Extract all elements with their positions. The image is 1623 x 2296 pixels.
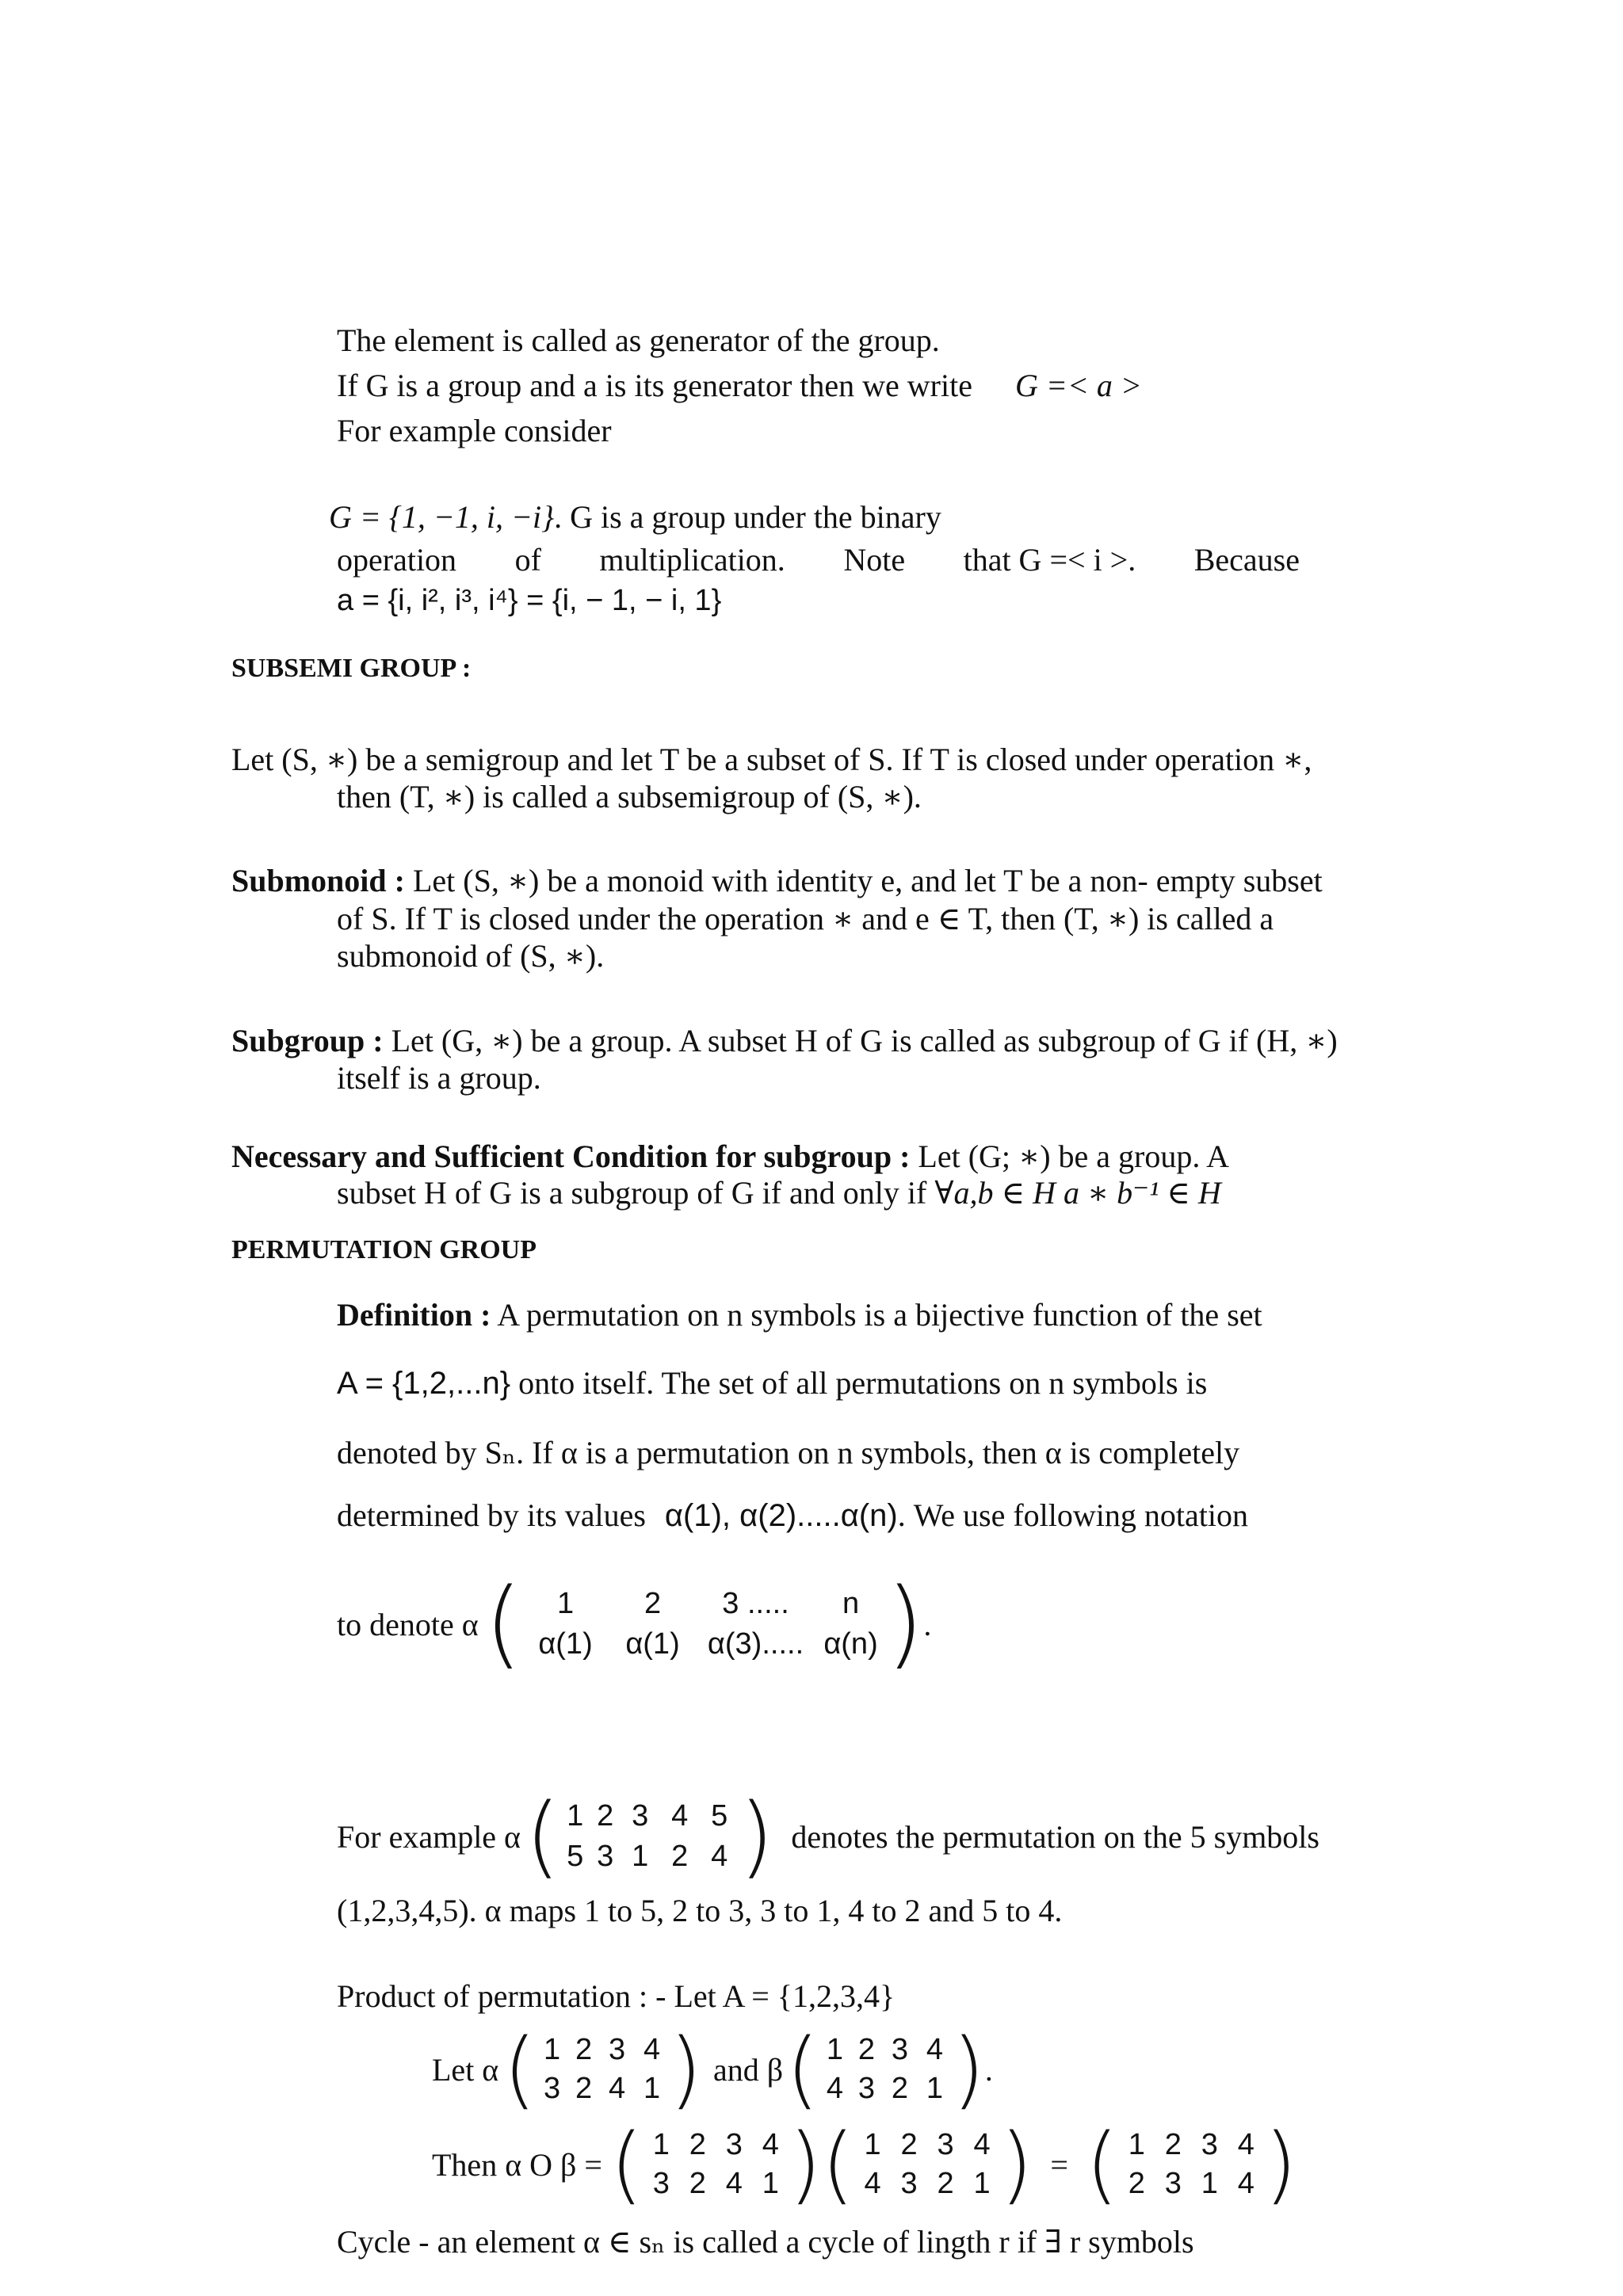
composition-result-matrix bbox=[1085, 2115, 1297, 2213]
matrix-cell: 1 bbox=[1201, 2167, 1218, 2200]
matrix-cell: 1 bbox=[632, 1840, 649, 1873]
right-paren-icon: ) bbox=[886, 1569, 924, 1679]
permutation-heading: PERMUTATION GROUP bbox=[231, 1235, 537, 1264]
matrix-cell: 4 bbox=[643, 2033, 661, 2066]
notation-row bbox=[337, 1569, 932, 1679]
matrix-cell: 3 bbox=[1164, 2167, 1182, 2200]
beta-grid bbox=[819, 2033, 952, 2106]
symbol-set: A = {1,2,...n} bbox=[337, 1366, 511, 1401]
notation-grid bbox=[522, 1587, 887, 1661]
matrix-cell: 2 bbox=[937, 2167, 954, 2200]
alpha-grid bbox=[537, 2033, 670, 2106]
matrix-cell: 1 bbox=[926, 2072, 944, 2105]
matrix-cell: 4 bbox=[926, 2033, 944, 2066]
intro-line-4 bbox=[329, 498, 941, 536]
matrix-cell: 2 bbox=[689, 2167, 706, 2200]
cycle-line: Cycle - an element α ∈ sₙ is called a cycle of lingth r if ∃ r symbols bbox=[337, 2224, 1194, 2260]
nsc-line-2-text: subset H of G is a subgroup of G if and only if bbox=[337, 1175, 927, 1211]
matrix-cell: 1 bbox=[826, 2033, 844, 2066]
word: Because bbox=[1193, 542, 1300, 578]
definition-text: A permutation on n symbols is a bijective function of the set bbox=[491, 1297, 1262, 1333]
alpha-beta-row bbox=[432, 2020, 993, 2118]
matrix-cell: 2 bbox=[900, 2128, 918, 2161]
group-set-expression: G = {1, −1, i, −i} bbox=[329, 499, 555, 535]
right-paren-icon: ) bbox=[669, 2020, 702, 2118]
generator-notation: G =< a > bbox=[1014, 368, 1142, 403]
matrix-cell: 1 bbox=[864, 2128, 881, 2161]
matrix-cell: 1 bbox=[567, 1799, 584, 1833]
definition-line-2 bbox=[337, 1364, 1207, 1402]
matrix-cell: 2 bbox=[575, 2033, 593, 2066]
word: that G =< i >. bbox=[963, 542, 1136, 578]
left-paren-icon: ( bbox=[525, 1785, 560, 1888]
right-paren-icon: ) bbox=[789, 2115, 822, 2213]
matrix-cell: 3 bbox=[544, 2072, 561, 2105]
and-label: and β bbox=[712, 2051, 784, 2088]
notation-lead: to denote α bbox=[337, 1606, 479, 1642]
matrix-cell: 1 bbox=[643, 2072, 661, 2105]
matrix-cell: 4 bbox=[671, 1799, 689, 1833]
beta-matrix bbox=[786, 2020, 985, 2118]
subsemigroup-line-1: Let (S, ∗) be a semigroup and let T be a subset of S. If T is closed under operation ∗, bbox=[231, 742, 1312, 777]
definition-line-4 bbox=[337, 1497, 1248, 1535]
matrix-cell: 4 bbox=[1237, 2167, 1254, 2200]
intro-line-3: For example consider bbox=[337, 413, 612, 448]
matrix-cell: 4 bbox=[864, 2167, 881, 2200]
submonoid-term: Submonoid : bbox=[231, 863, 405, 898]
matrix-cell: 3 ..... bbox=[722, 1587, 789, 1620]
intro-line-5 bbox=[337, 541, 1300, 579]
matrix-cell: 4 bbox=[762, 2128, 779, 2161]
matrix-cell: 2 bbox=[689, 2128, 706, 2161]
matrix-cell: 2 bbox=[1128, 2167, 1145, 2200]
left-paren-icon: ( bbox=[609, 2115, 643, 2213]
matrix-cell: 2 bbox=[891, 2072, 909, 2105]
example-grid bbox=[560, 1799, 739, 1874]
submonoid-line-1 bbox=[231, 862, 1323, 900]
matrix-cell: 3 bbox=[900, 2167, 918, 2200]
matrix-cell: 3 bbox=[891, 2033, 909, 2066]
subgroup-line-2: itself is a group. bbox=[337, 1060, 541, 1096]
definition-line-3: denoted by Sₙ. If α is a permutation on n symbols, then α is completely bbox=[337, 1435, 1240, 1470]
matrix-cell: α(1) bbox=[538, 1627, 593, 1661]
definition-term: Definition : bbox=[337, 1297, 491, 1333]
matrix-cell: 1 bbox=[556, 1587, 575, 1620]
definition-line-1 bbox=[337, 1296, 1262, 1334]
powers-expression: a = {i, i², i³, i⁴} = {i, − 1, − i, 1} bbox=[337, 584, 722, 617]
example-matrix bbox=[525, 1785, 774, 1888]
composition-left-grid bbox=[643, 2128, 789, 2201]
matrix-cell: 1 bbox=[544, 2033, 561, 2066]
notation-matrix bbox=[484, 1569, 924, 1679]
matrix-cell: 1 bbox=[1128, 2128, 1145, 2161]
subgroup-line-1 bbox=[231, 1022, 1338, 1060]
subgroup-criterion: ∀a,b ∈ H a ∗ b⁻¹ ∈ H bbox=[934, 1175, 1221, 1211]
intro-line-4-text: . G is a group under the binary bbox=[554, 499, 941, 535]
right-paren-icon: ) bbox=[739, 1785, 774, 1888]
matrix-cell: 4 bbox=[973, 2128, 991, 2161]
matrix-cell: 4 bbox=[826, 2072, 844, 2105]
composition-result-grid bbox=[1118, 2128, 1264, 2201]
product-title: Product of permutation : - Let A = {1,2,3,4} bbox=[337, 1978, 896, 2014]
left-paren-icon: ( bbox=[484, 1569, 522, 1679]
equals-sign: = bbox=[1050, 2146, 1068, 2183]
submonoid-line-3: submonoid of (S, ∗). bbox=[337, 938, 605, 974]
left-paren-icon: ( bbox=[821, 2115, 855, 2213]
matrix-cell: 2 bbox=[1164, 2128, 1182, 2161]
matrix-cell: 3 bbox=[937, 2128, 954, 2161]
matrix-cell: 5 bbox=[711, 1799, 728, 1833]
subgroup-text: Let (G, ∗) be a group. A subset H of G is called as subgroup of G if (H, ∗) bbox=[383, 1023, 1338, 1058]
subgroup-term: Subgroup : bbox=[231, 1023, 384, 1058]
composition-left-matrix bbox=[609, 2115, 822, 2213]
right-paren-icon: ) bbox=[1264, 2115, 1297, 2213]
word: multiplication. bbox=[599, 542, 785, 578]
nsc-text: Let (G; ∗) be a group. A bbox=[910, 1138, 1230, 1174]
matrix-cell: α(3)..... bbox=[707, 1627, 804, 1661]
matrix-cell: 3 bbox=[725, 2128, 743, 2161]
right-paren-icon: ) bbox=[952, 2020, 985, 2118]
example-lead: For example α bbox=[337, 1818, 521, 1855]
word: of bbox=[514, 542, 541, 578]
matrix-cell: 2 bbox=[671, 1840, 689, 1873]
matrix-cell: α(n) bbox=[823, 1627, 878, 1661]
word: Note bbox=[843, 542, 906, 578]
matrix-cell: 2 bbox=[643, 1587, 662, 1620]
word: operation bbox=[337, 542, 457, 578]
period: . bbox=[923, 1606, 932, 1642]
matrix-cell: 2 bbox=[575, 2072, 593, 2105]
matrix-cell: 1 bbox=[973, 2167, 991, 2200]
submonoid-line-2: of S. If T is closed under the operation ∗ and e ∈ T, then (T, ∗) is called a bbox=[337, 901, 1274, 936]
matrix-cell: 3 bbox=[597, 1840, 614, 1873]
subsemigroup-line-2: then (T, ∗) is called a subsemigroup of (S, ∗). bbox=[337, 779, 922, 814]
example-tail: denotes the permutation on the 5 symbols bbox=[791, 1818, 1319, 1855]
nsc-line-2 bbox=[337, 1174, 1221, 1212]
example-row bbox=[337, 1785, 1319, 1888]
matrix-cell: 4 bbox=[1237, 2128, 1254, 2161]
subsemigroup-heading: SUBSEMI GROUP : bbox=[231, 654, 472, 683]
matrix-cell: 4 bbox=[711, 1840, 728, 1873]
composition-middle-matrix bbox=[821, 2115, 1033, 2213]
matrix-cell: 2 bbox=[597, 1799, 614, 1833]
intro-line-2-text: If G is a group and a is its generator then we write bbox=[337, 368, 972, 403]
matrix-cell: 3 bbox=[632, 1799, 649, 1833]
matrix-cell: α(1) bbox=[625, 1627, 680, 1661]
then-label: Then α O β = bbox=[432, 2146, 602, 2183]
matrix-cell: 4 bbox=[609, 2072, 626, 2105]
matrix-cell: 3 bbox=[652, 2167, 670, 2200]
let-label: Let α bbox=[432, 2051, 499, 2088]
alpha-matrix bbox=[503, 2020, 702, 2118]
matrix-cell: 5 bbox=[567, 1840, 584, 1873]
submonoid-text: Let (S, ∗) be a monoid with identity e, and let T be a non- empty subset bbox=[404, 863, 1323, 898]
matrix-cell: n bbox=[842, 1587, 860, 1620]
matrix-cell: 4 bbox=[725, 2167, 743, 2200]
values-expression: α(1), α(2).....α(n) bbox=[664, 1498, 898, 1533]
matrix-cell: 3 bbox=[1201, 2128, 1218, 2161]
right-paren-icon: ) bbox=[1000, 2115, 1033, 2213]
intro-line-1: The element is called as generator of the group. bbox=[337, 322, 940, 358]
definition-line-2-text: onto itself. The set of all permutations on n symbols is bbox=[518, 1365, 1208, 1401]
nsc-term: Necessary and Sufficient Condition for subgroup : bbox=[231, 1138, 911, 1174]
left-paren-icon: ( bbox=[786, 2020, 819, 2118]
definition-line-4-text: determined by its values bbox=[337, 1497, 646, 1533]
example-line-2: (1,2,3,4,5). α maps 1 to 5, 2 to 3, 3 to 1, 4 to 2 and 5 to 4. bbox=[337, 1893, 1063, 1928]
composition-row bbox=[432, 2115, 1297, 2213]
nsc-line-1 bbox=[231, 1138, 1229, 1176]
matrix-cell: 3 bbox=[609, 2033, 626, 2066]
left-paren-icon: ( bbox=[503, 2020, 537, 2118]
matrix-cell: 1 bbox=[762, 2167, 779, 2200]
composition-middle-grid bbox=[854, 2128, 1000, 2201]
definition-line-4-tail: . We use following notation bbox=[897, 1497, 1248, 1533]
intro-line-2 bbox=[337, 367, 1142, 405]
period: . bbox=[984, 2051, 993, 2088]
left-paren-icon: ( bbox=[1085, 2115, 1119, 2213]
matrix-cell: 3 bbox=[857, 2072, 876, 2105]
matrix-cell: 2 bbox=[857, 2033, 876, 2066]
matrix-cell: 1 bbox=[652, 2128, 670, 2161]
